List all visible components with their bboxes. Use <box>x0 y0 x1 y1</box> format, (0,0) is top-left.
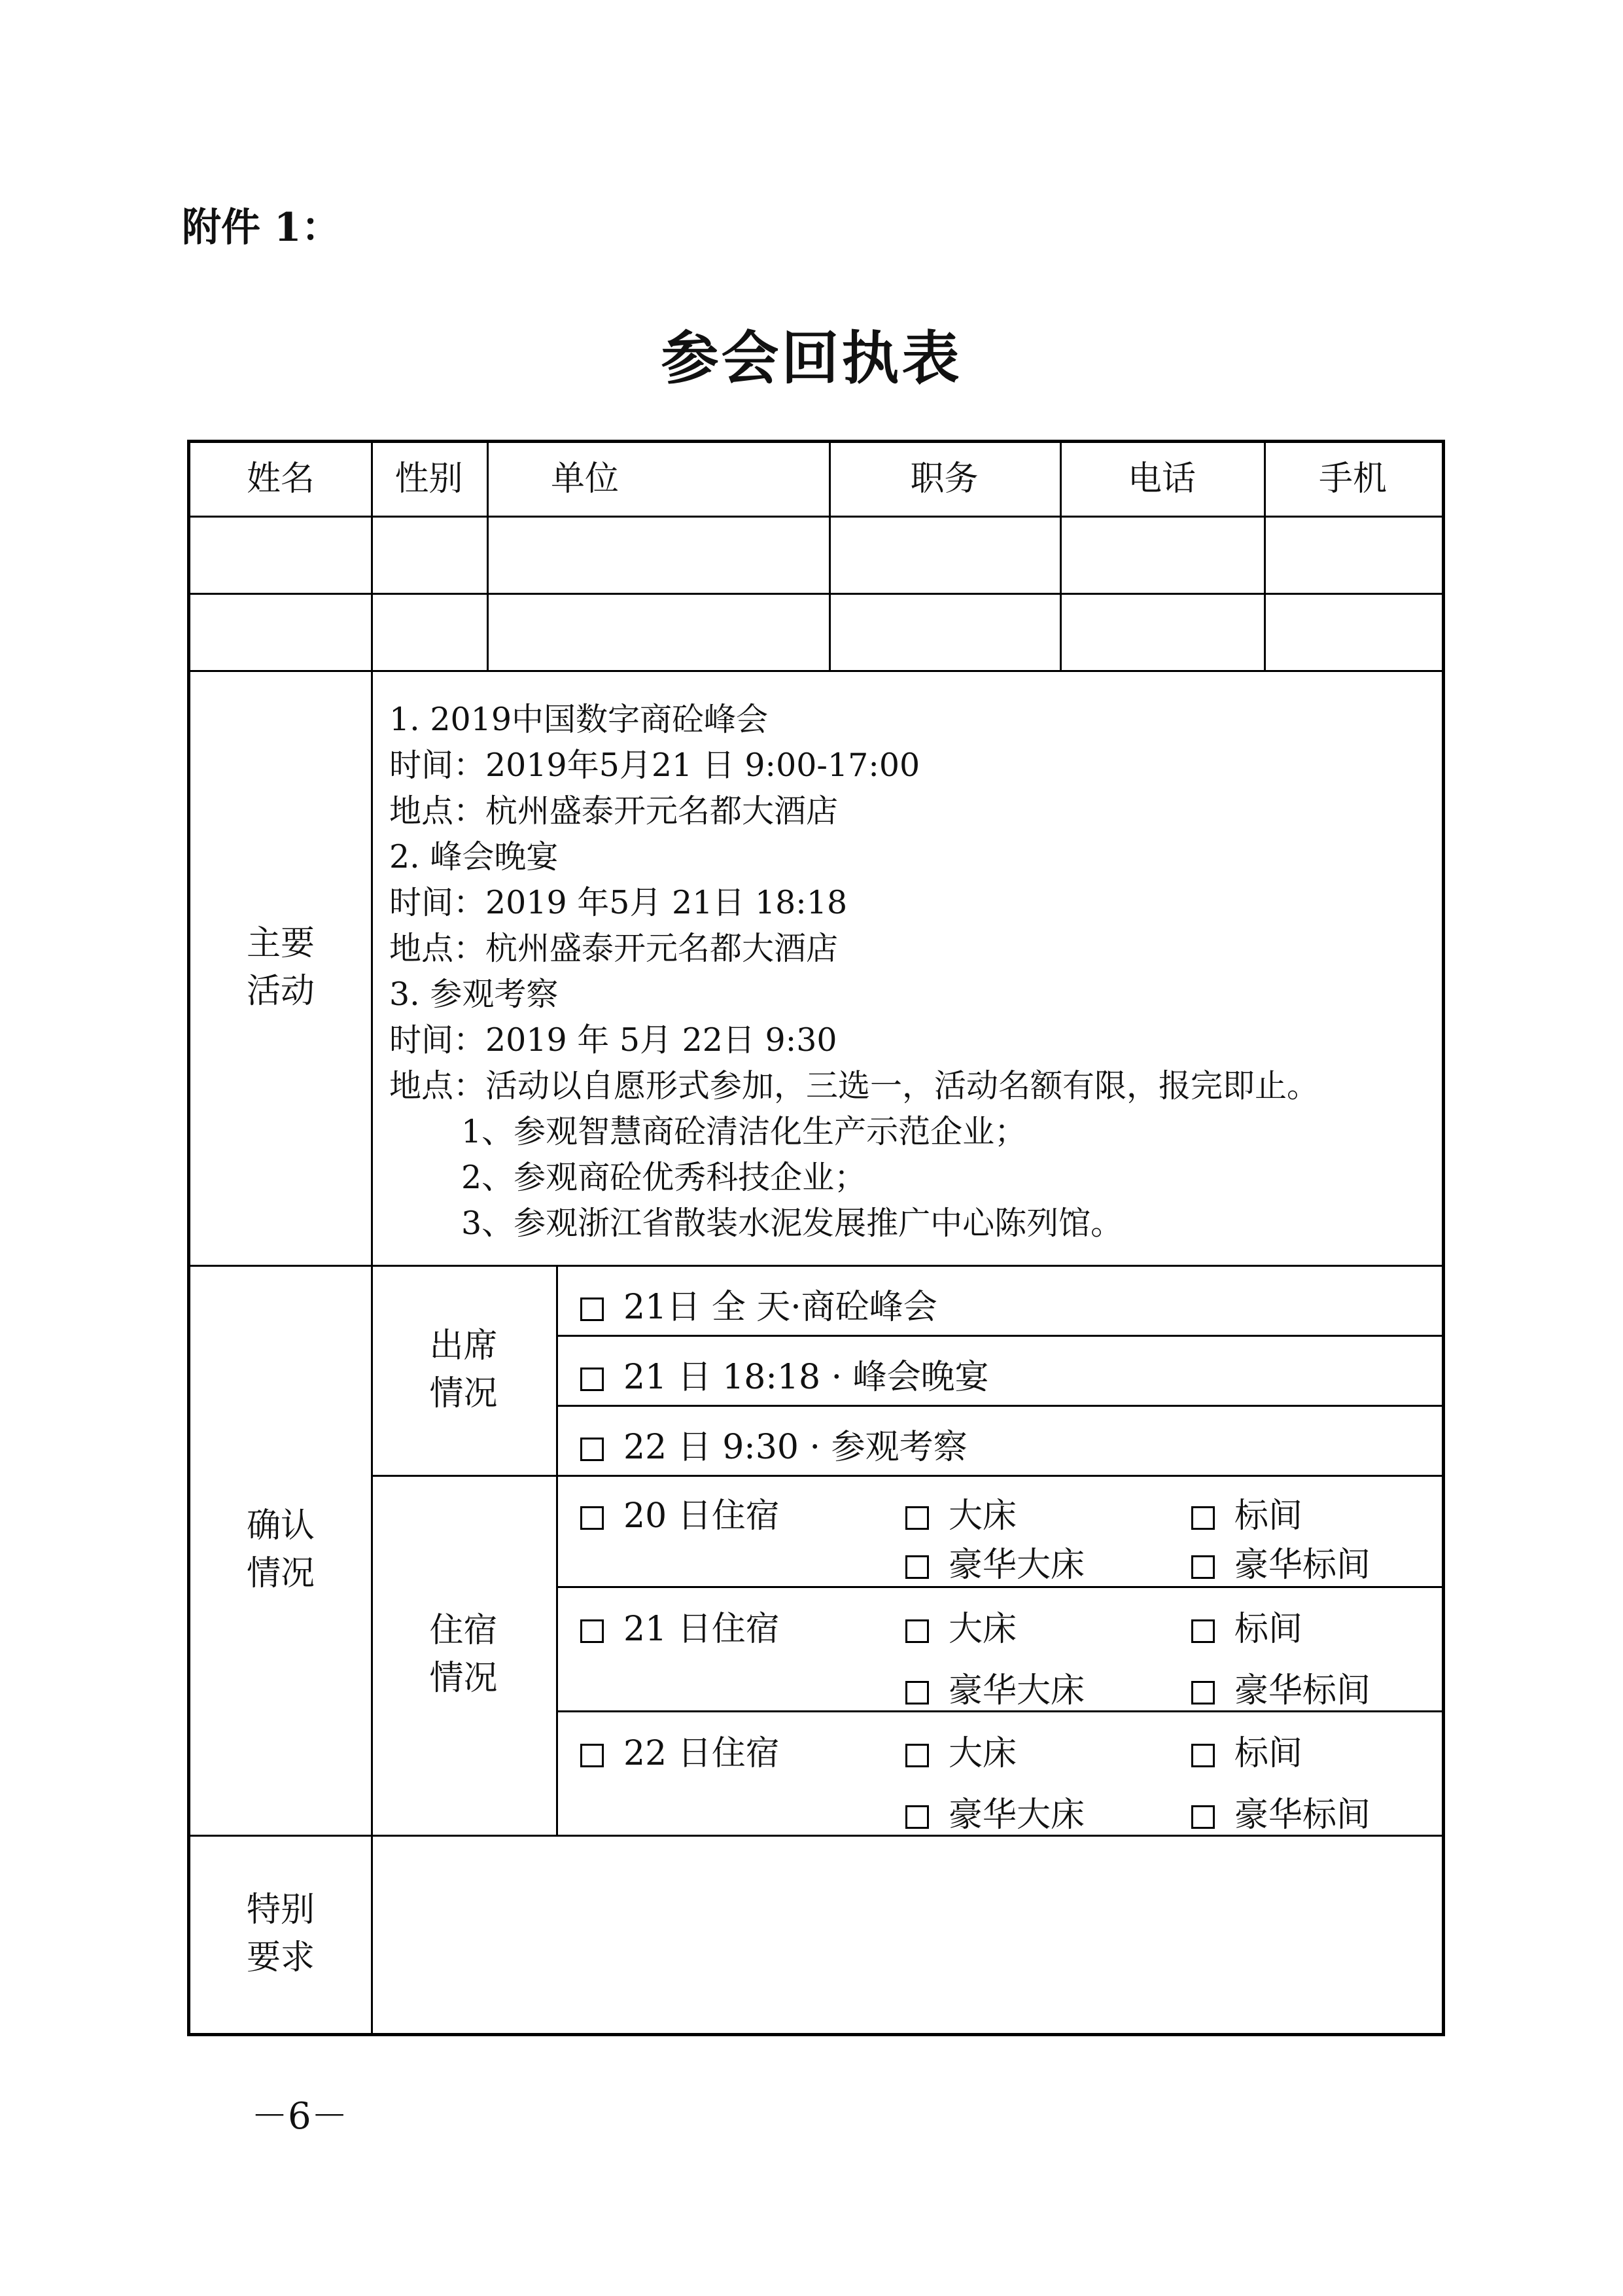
checkbox[interactable] <box>1191 1555 1215 1579</box>
activities-label: 主要 活动 <box>246 923 315 1011</box>
room-option[interactable]: 豪华大床 <box>905 1787 1085 1836</box>
room-option[interactable]: 豪华标间 <box>1191 1663 1370 1712</box>
special-label: 特别 要求 <box>246 1890 315 1977</box>
row2-name-cell[interactable] <box>192 595 369 668</box>
checkbox[interactable] <box>905 1619 929 1643</box>
checkbox[interactable] <box>580 1438 604 1461</box>
activity-line: 1. 2019中国数字商砼峰会 <box>389 701 769 738</box>
checkbox[interactable] <box>580 1619 604 1643</box>
col-unit: 单位 <box>550 459 619 499</box>
registration-form <box>187 440 1445 2036</box>
row1-phone-cell[interactable] <box>1062 518 1262 591</box>
special-requirements-cell[interactable] <box>373 1837 1440 2031</box>
row1-name-cell[interactable] <box>192 518 369 591</box>
checkbox[interactable] <box>580 1506 604 1530</box>
activity-line: 3. 参观考察 <box>389 976 559 1013</box>
activity-line: 时间：2019 年5月 21日 18:18 <box>389 884 848 921</box>
activity-line: 3、参观浙江省散装水泥发展推广中心陈列馆。 <box>461 1205 1123 1242</box>
activities-list <box>389 697 1319 1246</box>
row2-phone-cell[interactable] <box>1062 595 1262 668</box>
page-title: 参会回执表 <box>661 324 962 392</box>
row1-gender-cell[interactable] <box>373 518 485 591</box>
room-option[interactable]: 大床 <box>905 1725 1017 1775</box>
checkbox[interactable] <box>905 1805 929 1829</box>
checkbox[interactable] <box>1191 1619 1215 1643</box>
checkbox[interactable] <box>1191 1506 1215 1530</box>
checkbox[interactable] <box>580 1744 604 1767</box>
row1-position-cell[interactable] <box>831 518 1058 591</box>
room-option[interactable]: 大床 <box>905 1601 1017 1650</box>
col-mobile: 手机 <box>1318 459 1387 499</box>
attendance-option[interactable]: 21日 全 天·商砼峰会 <box>580 1279 937 1328</box>
room-option[interactable]: 豪华大床 <box>905 1663 1085 1712</box>
checkbox[interactable] <box>905 1681 929 1704</box>
activity-line: 地点：活动以自愿形式参加，三选一，活动名额有限，报完即止。 <box>389 1067 1319 1104</box>
attendance-label: 出席 情况 <box>429 1326 498 1413</box>
row1-unit-cell[interactable] <box>489 518 827 591</box>
activity-line: 2. 峰会晚宴 <box>389 838 559 875</box>
attendance-option[interactable]: 22 日 9:30 · 参观考察 <box>580 1419 968 1468</box>
activity-line: 地点：杭州盛泰开元名都大酒店 <box>389 792 839 830</box>
room-option[interactable]: 豪华标间 <box>1191 1787 1370 1836</box>
checkbox[interactable] <box>580 1368 604 1391</box>
row1-mobile-cell[interactable] <box>1266 518 1440 591</box>
checkbox[interactable] <box>905 1744 929 1767</box>
checkbox[interactable] <box>905 1506 929 1530</box>
attendance-option[interactable]: 21 日 18:18 · 峰会晚宴 <box>580 1349 989 1398</box>
col-name: 姓名 <box>246 459 315 499</box>
attachment-label: 附件 1： <box>182 205 341 251</box>
room-option[interactable]: 大床 <box>905 1488 1017 1537</box>
activity-line: 地点：杭州盛泰开元名都大酒店 <box>389 930 839 967</box>
col-gender: 性别 <box>394 459 463 499</box>
activity-line: 时间：2019年5月21 日 9:00-17:00 <box>389 747 920 784</box>
lodging-date-option[interactable]: 21 日住宿 <box>580 1601 780 1650</box>
page-number: －6－ <box>251 2095 348 2138</box>
room-option[interactable]: 标间 <box>1191 1725 1302 1775</box>
col-position: 职务 <box>910 459 979 499</box>
room-option[interactable]: 标间 <box>1191 1601 1302 1650</box>
lodging-date-option[interactable]: 20 日住宿 <box>580 1488 780 1537</box>
col-phone: 电话 <box>1127 459 1196 499</box>
confirm-label: 确认 情况 <box>246 1506 315 1593</box>
room-option[interactable]: 豪华大床 <box>905 1537 1085 1586</box>
lodging-date-option[interactable]: 22 日住宿 <box>580 1725 780 1775</box>
room-option[interactable]: 标间 <box>1191 1488 1302 1537</box>
row2-unit-cell[interactable] <box>489 595 827 668</box>
lodging-label: 住宿 情况 <box>429 1611 498 1698</box>
activity-line: 时间：2019 年 5月 22日 9:30 <box>389 1021 837 1059</box>
checkbox[interactable] <box>1191 1681 1215 1704</box>
checkbox[interactable] <box>905 1555 929 1579</box>
checkbox[interactable] <box>1191 1805 1215 1829</box>
room-option[interactable]: 豪华标间 <box>1191 1537 1370 1586</box>
activity-line: 1、参观智慧商砼清洁化生产示范企业； <box>461 1113 1027 1150</box>
checkbox[interactable] <box>580 1298 604 1321</box>
row2-mobile-cell[interactable] <box>1266 595 1440 668</box>
row2-gender-cell[interactable] <box>373 595 485 668</box>
activity-line: 2、参观商砼优秀科技企业； <box>461 1159 867 1196</box>
checkbox[interactable] <box>1191 1744 1215 1767</box>
row2-position-cell[interactable] <box>831 595 1058 668</box>
